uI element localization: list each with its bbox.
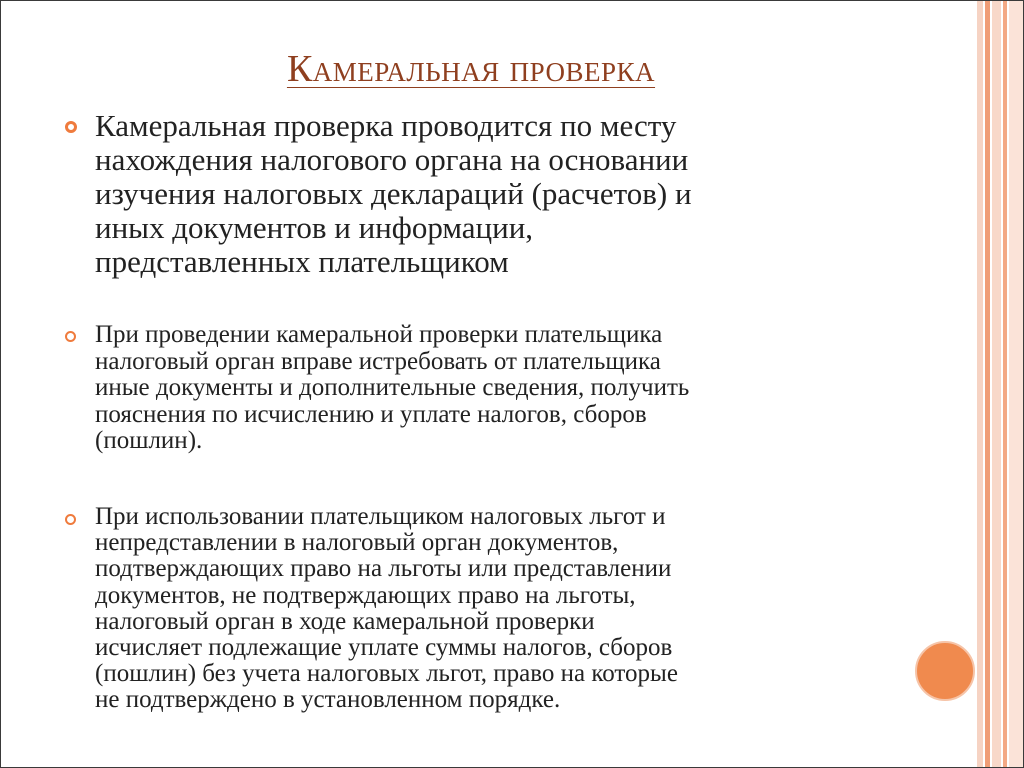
stripe-1 <box>977 1 983 767</box>
bullet-text-1: Камеральная проверка проводится по месту нахождения налогового органа на основании изучения налоговых деклараций (расчетов) и иных документов и информации, представленных плательщиком <box>95 108 692 279</box>
decorative-side-stripes <box>977 1 1023 767</box>
stripe-5 <box>1009 1 1023 767</box>
stripe-3 <box>992 1 1001 767</box>
circle-bullet-icon <box>65 514 76 525</box>
bullet-text-2: При проведении камеральной проверки плательщика налоговый орган вправе истребовать от плательщика иные документы и дополнительные сведения, получить пояснения по исчислению и уплате налогов, сборов (пошлин). <box>95 321 690 454</box>
stripe-2 <box>985 1 990 767</box>
stripe-4 <box>1003 1 1007 767</box>
circle-bullet-icon <box>65 121 77 133</box>
bullet-text-3: При использовании плательщиком налоговых льгот и непредставлении в налоговый орган документов, подтверждающих право на льготы или представлении документов, не подтверждающих право на льготы, налоговый орган в ходе камеральной проверки исчисляет подлежащие уплате суммы налогов, сборов (пошлин) без учета налоговых льгот, право на которые не подтверждено в установленном порядке. <box>95 503 678 714</box>
circle-bullet-icon <box>65 331 76 342</box>
slide-title: Камеральная проверка <box>286 48 656 90</box>
decorative-circle-icon <box>915 641 975 701</box>
